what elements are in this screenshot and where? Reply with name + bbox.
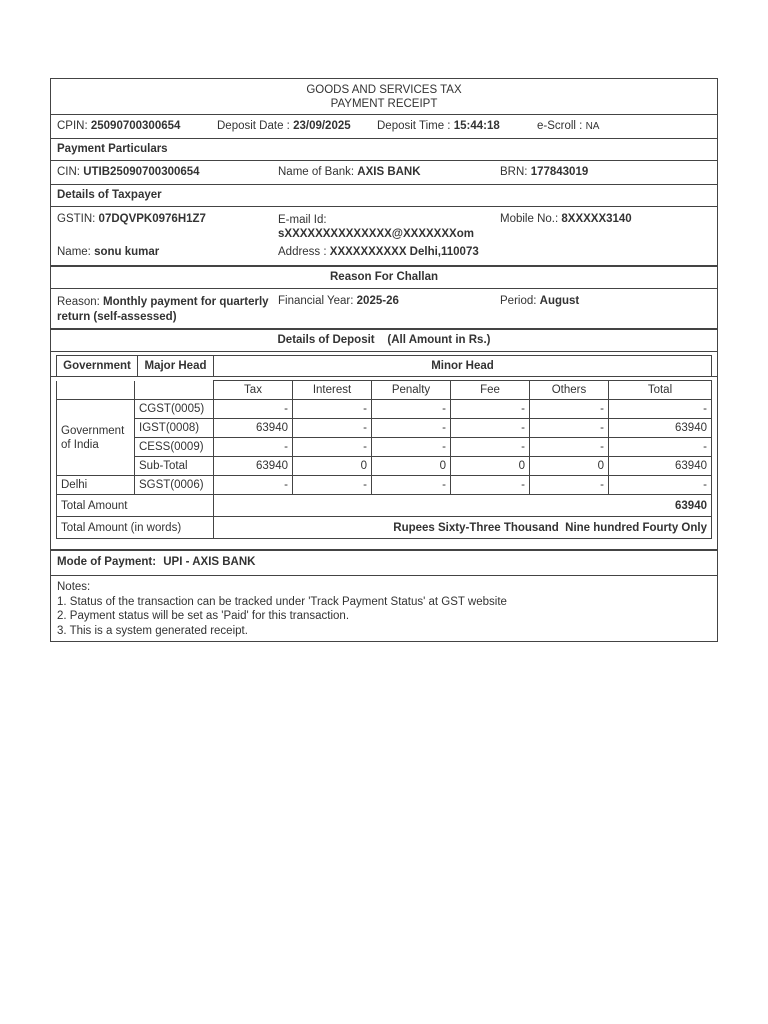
total-amount-value: 63940	[214, 495, 712, 517]
deposit-heading: Details of Deposit (All Amount in Rs.)	[51, 330, 717, 352]
financial-year-field: Financial Year: 2025-26	[278, 295, 399, 307]
head-igst: IGST(0008)	[135, 419, 214, 438]
note-item: 2. Payment status will be set as 'Paid' for this transaction.	[57, 610, 350, 622]
title-line-2: PAYMENT RECEIPT	[330, 98, 438, 110]
name-value: sonu kumar	[94, 246, 160, 258]
period-field: Period: August	[500, 295, 580, 307]
cpin-field: CPIN: 25090700300654	[57, 120, 181, 132]
brn-value: 177843019	[530, 166, 589, 178]
mobile-value: 8XXXXX3140	[561, 213, 632, 225]
total-words-row	[57, 517, 712, 539]
minor-head-header: Minor Head	[214, 356, 712, 377]
table-row: IGST(0008) 63940 - - - - 63940	[57, 419, 712, 438]
major-head-header: Major Head	[138, 356, 214, 377]
cpin-row	[51, 115, 717, 139]
total-words-value: Rupees Sixty-Three Thousand Nine hundred Fourty Only	[214, 517, 712, 539]
cpin-value: 25090700300654	[90, 120, 181, 132]
gstin-value: 07DQVPK0976H1Z7	[98, 213, 206, 225]
escroll-field: e-Scroll : NA	[537, 120, 600, 132]
reason-field: Reason: Monthly payment for quarterly return (self-assessed)	[57, 296, 269, 323]
name-field: Name: sonu kumar	[57, 246, 160, 258]
notes-section	[51, 576, 717, 641]
address-value: XXXXXXXXXX Delhi,110073	[329, 246, 479, 258]
escroll-value: NA	[585, 121, 600, 132]
email-field: E-mail Id: sXXXXXXXXXXXXXX@XXXXXXXom	[278, 214, 474, 240]
bank-field: Name of Bank: AXIS BANK	[278, 166, 421, 178]
receipt-title	[51, 79, 717, 115]
mode-label: Mode of Payment:	[57, 556, 157, 568]
payment-receipt	[50, 78, 718, 642]
reason-heading: Reason For Challan	[51, 267, 717, 289]
brn-field: BRN: 177843019	[500, 166, 589, 178]
deposit-table-area	[51, 377, 717, 551]
note-item: 3. This is a system generated receipt.	[57, 624, 248, 637]
col-penalty: Penalty	[372, 381, 451, 400]
head-subtotal: Sub-Total	[135, 457, 214, 476]
deposit-date-value: 23/09/2025	[293, 120, 351, 132]
gov-header-area	[51, 352, 717, 377]
deposit-table	[56, 380, 712, 539]
head-cess: CESS(0009)	[135, 438, 214, 457]
deposit-time-field: Deposit Time : 15:44:18	[377, 120, 500, 132]
email-value: sXXXXXXXXXXXXXX@XXXXXXXom	[278, 228, 474, 240]
reason-value: Monthly payment for quarterly return (self-assessed)	[57, 296, 269, 323]
deposit-date-field: Deposit Date : 23/09/2025	[217, 120, 351, 132]
government-header: Government	[57, 356, 138, 377]
mode-of-payment	[51, 551, 717, 576]
title-line-1: GOODS AND SERVICES TAX	[306, 84, 462, 96]
table-row: Government of India CGST(0005) - - - - - -	[57, 400, 712, 419]
period-value: August	[539, 295, 580, 307]
mobile-field: Mobile No.: 8XXXXX3140	[500, 213, 632, 225]
col-others: Others	[530, 381, 609, 400]
payment-particulars-heading: Payment Particulars	[51, 139, 717, 161]
taxpayer-details	[51, 207, 717, 267]
col-total: Total	[609, 381, 712, 400]
column-header-row	[57, 381, 712, 400]
gov-india-cell: Government of India	[57, 400, 135, 476]
total-amount-label: Total Amount	[57, 495, 214, 517]
total-amount-row	[57, 495, 712, 517]
col-tax: Tax	[214, 381, 293, 400]
bank-value: AXIS BANK	[357, 166, 421, 178]
address-field: Address : XXXXXXXXXX Delhi,110073	[278, 246, 479, 258]
payment-particulars-row	[51, 161, 717, 185]
note-item: 1. Status of the transaction can be tracked under 'Track Payment Status' at GST website	[57, 595, 507, 608]
table-row-subtotal: Sub-Total 63940 0 0 0 0 63940	[57, 457, 712, 476]
cin-value: UTIB25090700300654	[83, 166, 200, 178]
financial-year-value: 2025-26	[356, 295, 399, 307]
deposit-time-value: 15:44:18	[453, 120, 500, 132]
notes-heading: Notes:	[57, 581, 91, 593]
mode-value: UPI - AXIS BANK	[163, 556, 256, 568]
head-cgst: CGST(0005)	[135, 400, 214, 419]
taxpayer-heading: Details of Taxpayer	[51, 185, 717, 207]
col-fee: Fee	[451, 381, 530, 400]
delhi-cell: Delhi	[57, 476, 135, 495]
col-interest: Interest	[293, 381, 372, 400]
table-row: Delhi SGST(0006) - - - - - -	[57, 476, 712, 495]
gstin-field: GSTIN: 07DQVPK0976H1Z7	[57, 213, 206, 225]
total-words-label: Total Amount (in words)	[57, 517, 214, 539]
cin-field: CIN: UTIB25090700300654	[57, 166, 200, 178]
gov-header-table	[56, 355, 712, 377]
table-row: CESS(0009) - - - - - -	[57, 438, 712, 457]
head-sgst: SGST(0006)	[135, 476, 214, 495]
reason-row	[51, 289, 717, 330]
